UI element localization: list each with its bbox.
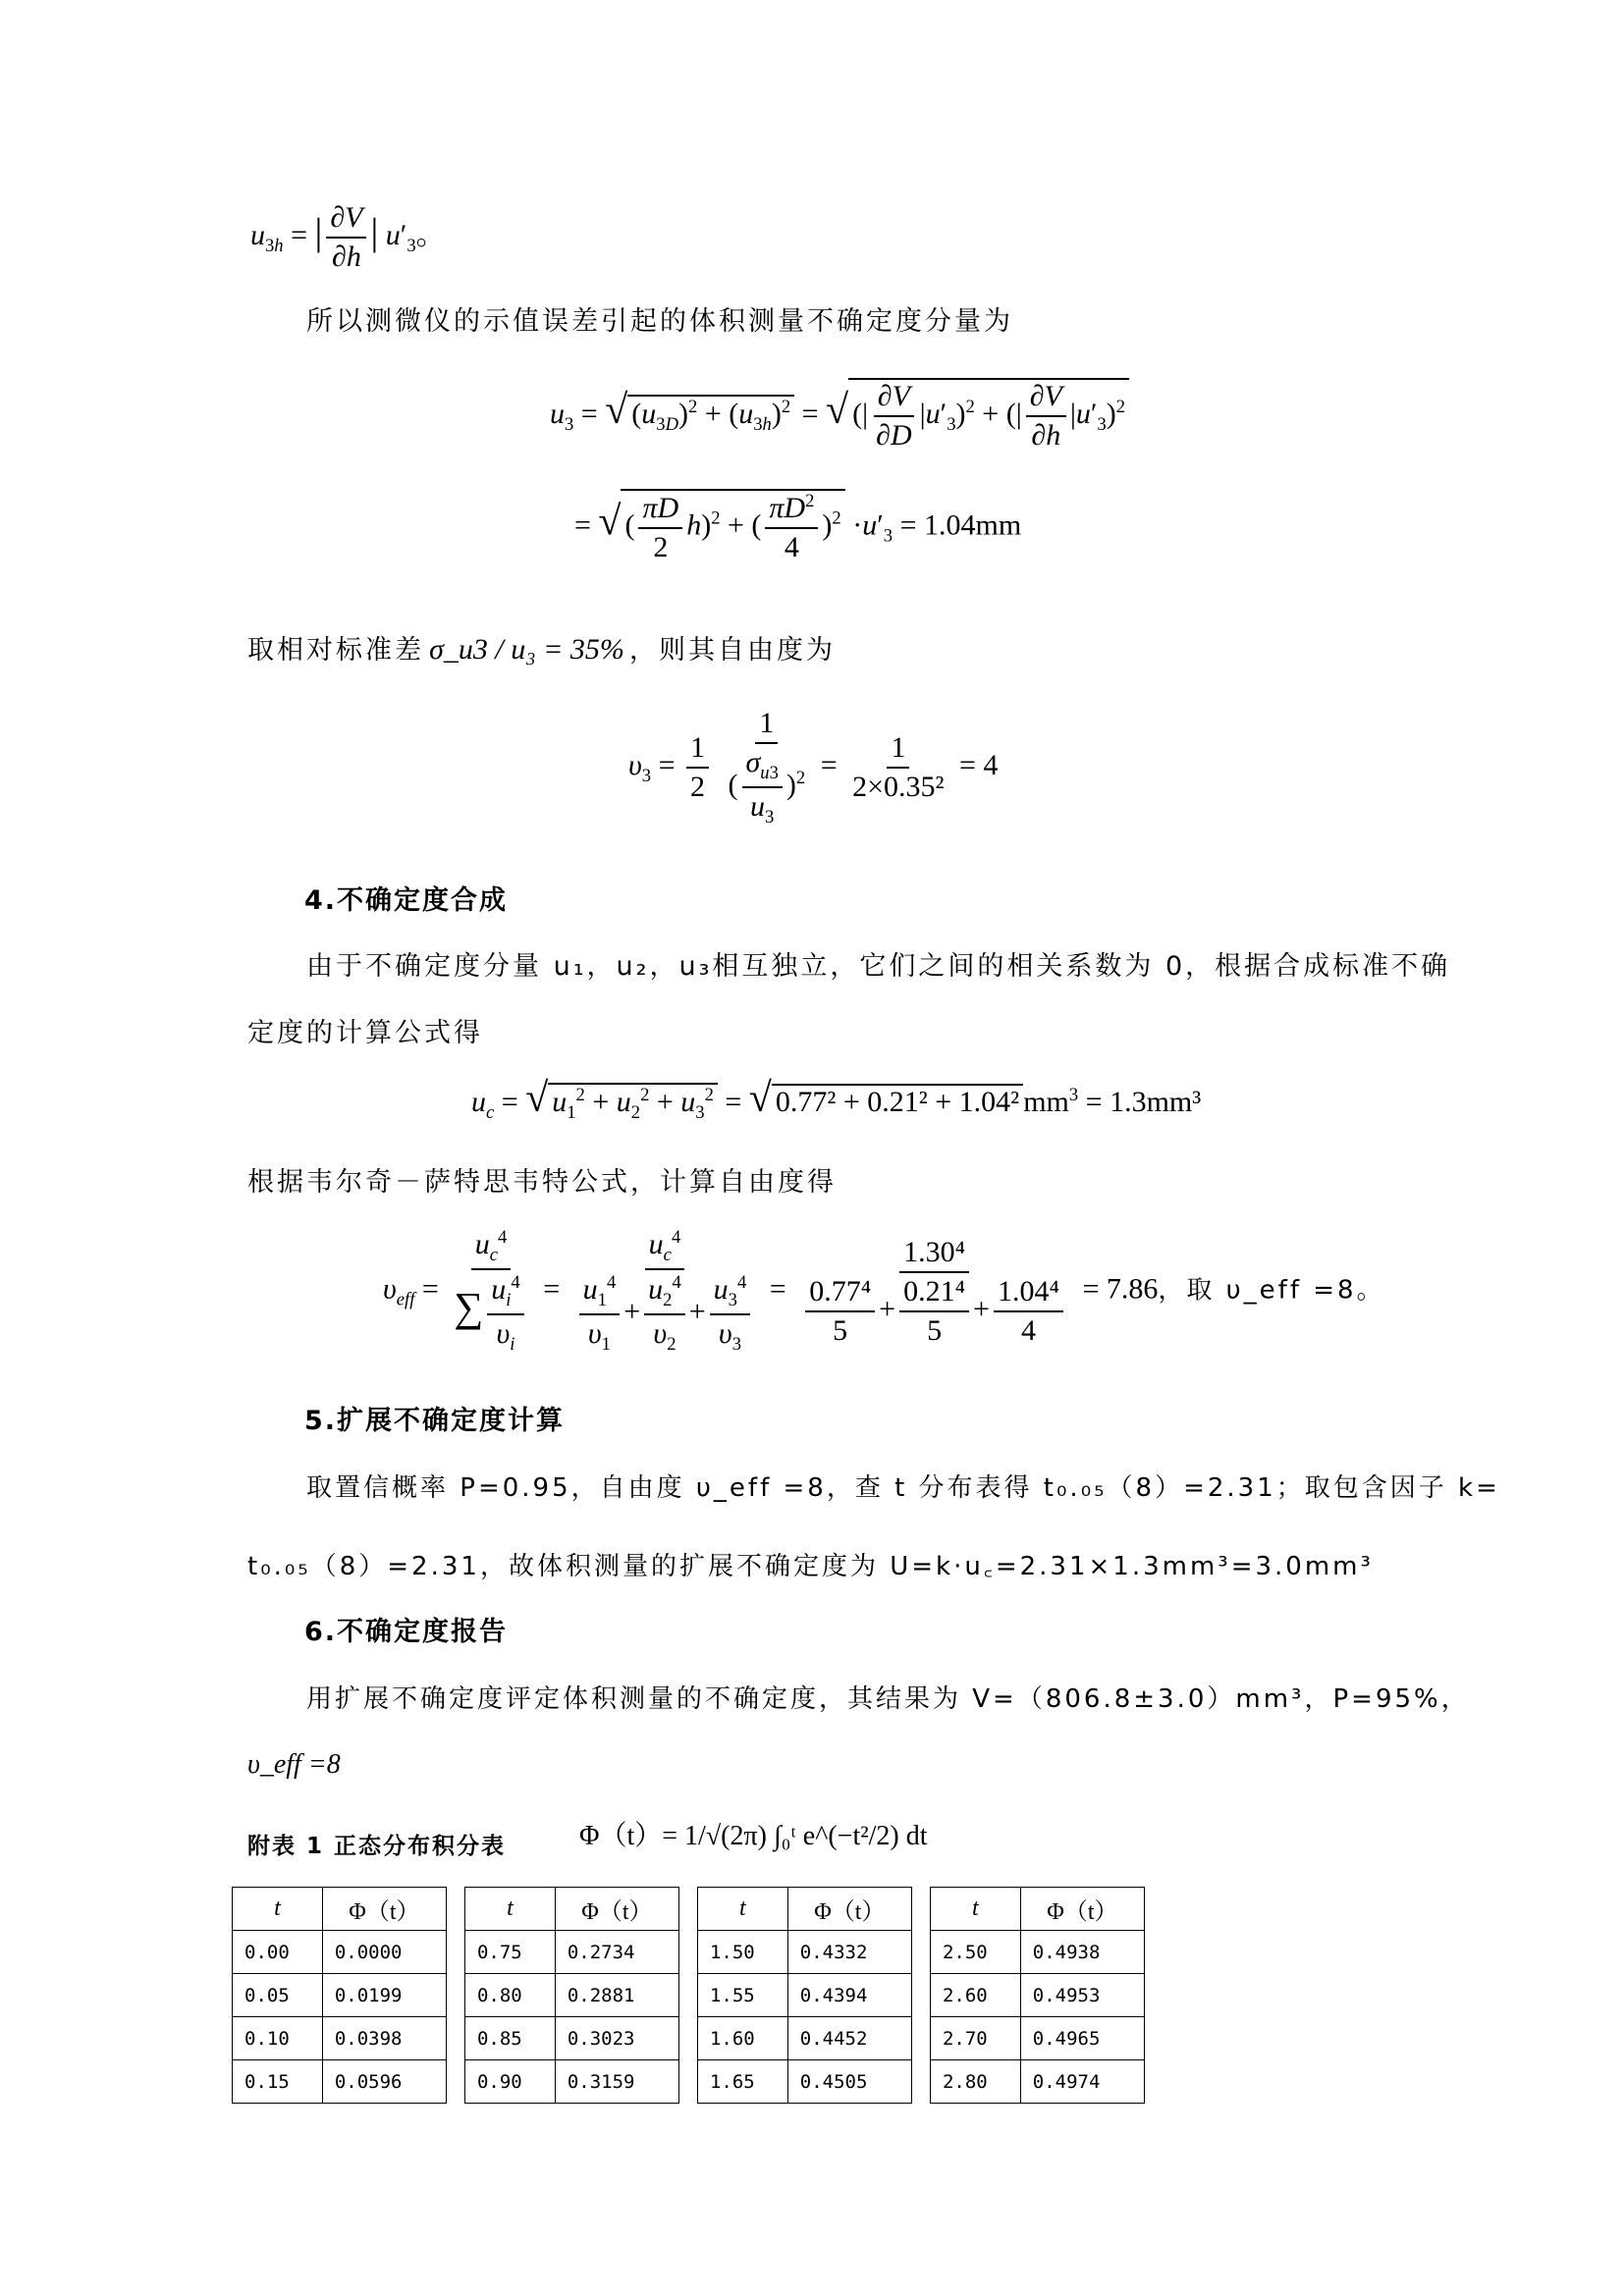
eq-veff-den2: 0.21⁴ (899, 1275, 969, 1312)
table-header-t: t (930, 1888, 1020, 1931)
eq-veff-den3: 1.04⁴ (994, 1275, 1063, 1312)
table-gap (678, 1974, 697, 2017)
table-row (233, 2060, 1145, 2104)
table-cell-phi: 0.4332 (787, 1931, 911, 1974)
table-cell-t: 0.15 (233, 2060, 323, 2104)
table-gap (911, 2017, 930, 2060)
paragraph-4: 根据韦尔奇－萨特思韦特公式，计算自由度得 (247, 1167, 837, 1198)
table-gap (911, 2060, 930, 2104)
table-cell-phi: 0.4938 (1020, 1931, 1144, 1974)
section-6-heading: 6.不确定度报告 (304, 1617, 509, 1647)
table-cell-t: 1.65 (697, 2060, 787, 2104)
table-cell-phi: 0.4965 (1020, 2017, 1144, 2060)
table-cell-t: 1.60 (697, 2017, 787, 2060)
table-formula: Φ（t）= 1/√(2π) ∫₀ᵗ e^(−t²/2) dt (579, 1821, 928, 1851)
paragraph-3-line2: 定度的计算公式得 (247, 1018, 483, 1048)
eq-veff-num: 1.30⁴ (899, 1236, 969, 1273)
table-header-t: t (233, 1888, 323, 1931)
table-gap (446, 1888, 464, 1931)
eq-u3h: $u_{3h}$ = | $\frac{\partial V}{\partial h}$ | $u'_3$。 (250, 201, 446, 273)
table-gap (446, 1974, 464, 2017)
section-4-heading: 4.不确定度合成 (304, 885, 509, 916)
para2-prefix: 取相对标准差 (247, 635, 424, 666)
eq-v3: $\upsilon_3$ = $\frac{1}{2}$ 1 ( $\frac{\sigma_{u3}}{u_3}$ )$^2$ = $\frac{1}{\text{2×0.35²}}$ = 4 (628, 707, 999, 828)
eq-uc-values: 0.77² + 0.21² + 1.04² (772, 1084, 1023, 1119)
table-cell-phi: 0.4505 (787, 2060, 911, 2104)
table-title: 附表 1 正态分布积分表 (247, 1834, 507, 1859)
eq-u3-value: 1.04mm (923, 508, 1022, 542)
paragraph-5-line2: t₀.₀₅（8）=2.31，故体积测量的扩展不确定度为 U=k·u꜀=2.31×1.3mm³=3.0mm³ (247, 1552, 1374, 1581)
eq-uc: $u_c$ = √ $u_1^2 + u_2^2 + u_3^2$ = √ 0.77² + 0.21² + 1.04² $mm^3 = 1.3mm^3$ (471, 1076, 1202, 1123)
table-cell-phi: 0.4974 (1020, 2060, 1144, 2104)
table-header-phi: Φ（t） (322, 1888, 446, 1931)
table-cell-phi: 0.2734 (555, 1931, 678, 1974)
paragraph-6-line2: υ_eff =8 (247, 1749, 341, 1780)
table-gap (446, 2017, 464, 2060)
table-gap (678, 2017, 697, 2060)
table-cell-t: 1.50 (697, 1931, 787, 1974)
paragraph-1: 所以测微仪的示值误差引起的体积测量不确定度分量为 (306, 306, 1013, 337)
table-gap (446, 1931, 464, 1974)
table-row (233, 2017, 1145, 2060)
eq-veff-take: ，取 υ_eff =8。 (1158, 1275, 1385, 1306)
normal-distribution-table (232, 1887, 1145, 2104)
table-header-row (233, 1888, 1145, 1931)
table-gap (911, 1888, 930, 1931)
table-header-t: t (464, 1888, 555, 1931)
table-gap (678, 1888, 697, 1931)
table-cell-phi: 0.0000 (322, 1931, 446, 1974)
table-cell-phi: 0.4953 (1020, 1974, 1144, 2017)
table-cell-phi: 0.4452 (787, 2017, 911, 2060)
table-row (233, 1931, 1145, 1974)
eq-veff-d3: 4 (1020, 1313, 1036, 1347)
table-cell-phi: 0.2881 (555, 1974, 678, 2017)
table-gap (678, 2060, 697, 2104)
table-gap (678, 1931, 697, 1974)
table-cell-t: 0.10 (233, 2017, 323, 2060)
table-cell-phi: 0.3023 (555, 2017, 678, 2060)
eq-u3-line2: = √ ( $\frac{\pi D}{2}$ h)$^2$ + ( $\frac{\pi D^2}{4}$ )$^2 \cdot u'_3 = 1.04mm$ (574, 491, 1022, 563)
table-cell-t: 2.50 (930, 1931, 1020, 1974)
para2-suffix: ，则其自由度为 (628, 635, 836, 666)
eq-veff-d2: 5 (927, 1313, 943, 1347)
table-cell-t: 0.90 (464, 2060, 555, 2104)
table-gap (446, 2060, 464, 2104)
eq-veff-den1: 0.77⁴ (805, 1275, 875, 1312)
paragraph-3-line1: 由于不确定度分量 u₁，u₂，u₃相互独立，它们之间的相关系数为 0，根据合成标准不确 (306, 951, 1451, 982)
para2-ratio: σ_u3 / u₃ = 35% (429, 633, 624, 666)
table-cell-t: 0.75 (464, 1931, 555, 1974)
eq-veff-d1: 5 (833, 1313, 848, 1347)
table-cell-phi: 0.0596 (322, 2060, 446, 2104)
eq-uc-result: 1.3mm³ (1110, 1086, 1202, 1118)
table-cell-phi: 0.0398 (322, 2017, 446, 2060)
table-header-phi: Φ（t） (787, 1888, 911, 1931)
table-cell-phi: 0.3159 (555, 2060, 678, 2104)
eq-v3-const: 2×0.35² (852, 771, 945, 803)
paragraph-6-line1: 用扩展不确定度评定体积测量的不确定度，其结果为 V=（806.8±3.0）mm³，P=95%， (306, 1684, 1470, 1714)
table-header-phi: Φ（t） (555, 1888, 678, 1931)
table-cell-t: 0.85 (464, 2017, 555, 2060)
paragraph-2 (247, 628, 836, 667)
table-cell-t: 0.00 (233, 1931, 323, 1974)
eq-veff-result: 7.86 (1106, 1272, 1159, 1306)
section-5-heading: 5.扩展不确定度计算 (304, 1406, 566, 1436)
table-header-t: t (697, 1888, 787, 1931)
table-cell-t: 2.80 (930, 2060, 1020, 2104)
table-header-phi: Φ（t） (1020, 1888, 1144, 1931)
table-cell-phi: 0.0199 (322, 1974, 446, 2017)
table-row (233, 1974, 1145, 2017)
table-cell-t: 1.55 (697, 1974, 787, 2017)
table-cell-t: 0.80 (464, 1974, 555, 2017)
eq-veff: $\upsilon_{eff}$ = $u_c^4$ ∑ $\frac{u_i^4}{\upsilon_i}$ = $u_c^4$ $\frac{u_1^4}{\upsilon_1}$ + $\frac{u_2^4}{\upsilon_2}$ + $\frac{u_3^4}{\upsilon_3}$ = 1.30⁴ $\frac{\text{0.77⁴}}{5}$ + $\frac{\text{0.21⁴}}{5}$ + $\frac{\text{1.04⁴}}{4}$ = 7.86，取 υ_eff =8。 (383, 1227, 1385, 1355)
table-cell-t: 2.60 (930, 1974, 1020, 2017)
eq-v3-result: 4 (983, 748, 999, 781)
eq-u3-line1: $u_3$ = √ $(u_{3D})^2 + (u_{3h})^2$ = √ (| $\frac{\partial V}{\partial D}$ $|u'_3)^2$ + (| $\frac{\partial V}{\partial h}$ $|u'_3)^2$ (550, 378, 1129, 453)
paragraph-5-line1: 取置信概率 P=0.95，自由度 υ_eff =8，查 t 分布表得 t₀.₀₅（8）=2.31；取包含因子 k= (306, 1473, 1500, 1503)
table-cell-t: 0.05 (233, 1974, 323, 2017)
table-cell-t: 2.70 (930, 2017, 1020, 2060)
table-gap (911, 1931, 930, 1974)
table-gap (911, 1974, 930, 2017)
table-cell-phi: 0.4394 (787, 1974, 911, 2017)
